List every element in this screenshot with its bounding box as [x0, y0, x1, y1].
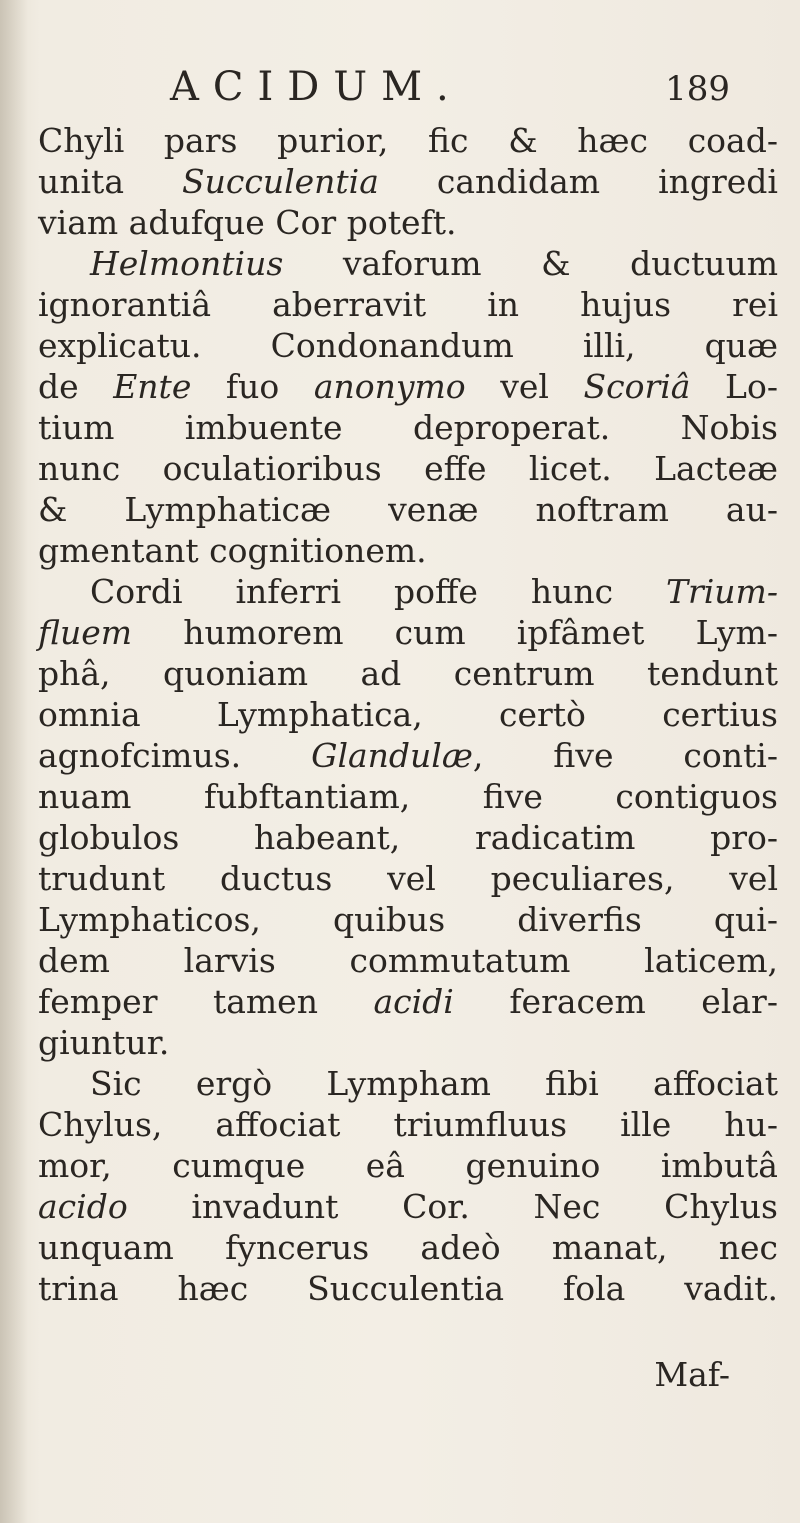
text-line [38, 776, 778, 817]
italic-run: anonymo [313, 367, 466, 406]
text-line [38, 243, 778, 284]
italic-run: acido [38, 1187, 128, 1226]
text-line [38, 202, 778, 243]
text-line [38, 448, 778, 489]
italic-run: acidi [373, 982, 454, 1021]
text-run: Lymphaticos, quibus diverfis qui- [38, 900, 778, 939]
text-line [38, 981, 778, 1022]
text-run: giuntur. [38, 1023, 170, 1062]
italic-run: fluem [38, 613, 133, 652]
gutter-shadow [0, 0, 28, 1523]
text-line [38, 735, 778, 776]
text-run: nunc oculatioribus effe licet. Lacteæ [38, 449, 778, 488]
page-header [170, 62, 730, 112]
text-line [38, 1227, 778, 1268]
text-run: femper tamen [38, 982, 374, 1021]
text-run: Chylus, affociat triumfluus ille hu- [38, 1105, 778, 1144]
text-run: Cordi inferri poffe hunc [90, 572, 666, 611]
text-line [38, 571, 778, 612]
text-line [38, 1063, 778, 1104]
text-run: explicatu. Condonandum illi, quæ [38, 326, 778, 365]
text-line [38, 899, 778, 940]
running-head: ACIDUM. [170, 64, 463, 110]
text-run: omnia Lymphatica, certò certius [38, 695, 778, 734]
text-run: Lo- [690, 367, 778, 406]
text-run: mor, cumque eâ genuino imbutâ [38, 1146, 778, 1185]
text-line [38, 120, 778, 161]
text-run: unquam fyncerus adeò manat, nec [38, 1228, 778, 1267]
text-line [38, 694, 778, 735]
text-line [38, 940, 778, 981]
text-run: de [38, 367, 114, 406]
body-text [38, 120, 778, 1309]
text-line [38, 530, 778, 571]
italic-run: Succulentia [182, 162, 379, 201]
text-run: unita [38, 162, 182, 201]
text-run: dem larvis commutatum laticem, [38, 941, 778, 980]
text-line [38, 325, 778, 366]
text-run: humorem cum ipfâmet Lym- [132, 613, 778, 652]
italic-run: Glandulæ [311, 736, 473, 775]
text-run: gmentant cognitionem. [38, 531, 427, 570]
text-run: vel [465, 367, 584, 406]
text-run: phâ, quoniam ad centrum tendunt [38, 654, 778, 693]
text-line [38, 366, 778, 407]
text-run: feracem elar- [453, 982, 778, 1021]
page-number: 189 [665, 69, 730, 109]
text-line [38, 161, 778, 202]
text-line [38, 1186, 778, 1227]
text-line [38, 1268, 778, 1309]
text-run: invadunt Cor. Nec Chylus [127, 1187, 778, 1226]
text-line [38, 489, 778, 530]
text-run: candidam ingredi [378, 162, 778, 201]
text-line [38, 858, 778, 899]
text-line [38, 1104, 778, 1145]
text-line [38, 407, 778, 448]
text-line [38, 653, 778, 694]
text-run: Chyli pars purior, fic & hæc coad- [38, 121, 778, 160]
text-run: Sic ergò Lympham fibi affociat [90, 1064, 778, 1103]
text-line [38, 1022, 778, 1063]
text-run: tium imbuente deproperat. Nobis [38, 408, 778, 447]
text-line [38, 1145, 778, 1186]
italic-run: Ente [113, 367, 192, 406]
text-run: trina hæc Succulentia fola vadit. [38, 1269, 778, 1308]
italic-run: Trium- [665, 572, 778, 611]
italic-run: Helmontius [90, 244, 284, 283]
text-run: nuam fubftantiam, five contiguos [38, 777, 778, 816]
text-line [38, 817, 778, 858]
text-run: fuo [191, 367, 314, 406]
text-run: trudunt ductus vel peculiares, vel [38, 859, 778, 898]
text-run: agnofcimus. [38, 736, 312, 775]
text-run: & Lymphaticæ venæ noftram au- [38, 490, 778, 529]
text-run: vaforum & ductuum [283, 244, 778, 283]
text-run: viam adufque Cor poteft. [38, 203, 457, 242]
text-run: ignorantiâ aberravit in hujus rei [38, 285, 778, 324]
text-run: , five conti- [472, 736, 778, 775]
italic-run: Scoriâ [583, 367, 691, 406]
text-line [38, 284, 778, 325]
text-run: globulos habeant, radicatim pro- [38, 818, 778, 857]
catchword: Maf- [654, 1355, 730, 1394]
text-line [38, 612, 778, 653]
